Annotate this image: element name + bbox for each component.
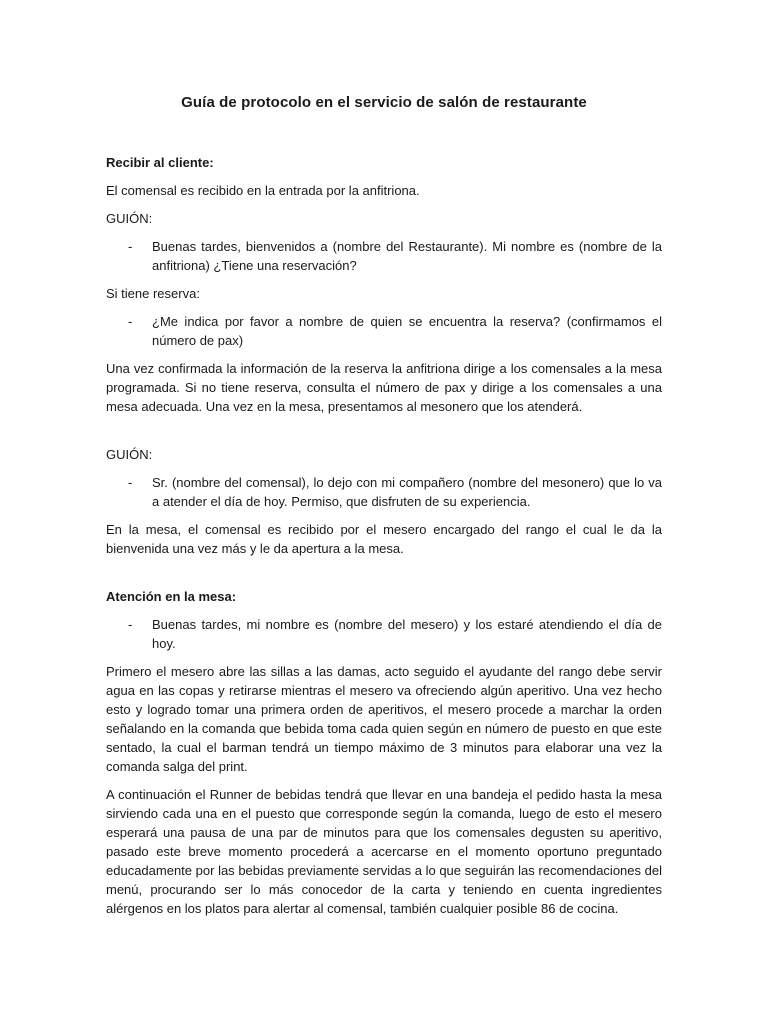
guion-label: GUIÓN: xyxy=(106,211,153,226)
si-tiene-reserva-label: Si tiene reserva: xyxy=(106,286,200,301)
paragraph: A continuación el Runner de bebidas tendrá que llevar en una bandeja el pedido hasta la mesa sirviendo cada una en el puesto que corresponde según la comanda, luego de esto el mesero esperará una pausa de una par de minutos para que los comensales degusten su aperitivo, pasado este breve momento procederá a acercarse en el momento oportuno preguntado educadamente por las bebidas previamente servidas a lo que seguirán las recomendaciones del menú, procurando ser lo más conocedor de la carta y teniendo en cuenta ingredientes alérgenos en los platos para alertar al comensal, también cualquier posible 86 de cocina. xyxy=(106,787,662,916)
guion-label: GUIÓN: xyxy=(106,447,153,462)
section-heading-atencion: Atención en la mesa: xyxy=(106,589,237,604)
bullet-dash: - xyxy=(128,617,133,632)
list-item-text: Buenas tardes, mi nombre es (nombre del mesero) y los estaré atendiendo el día de hoy. xyxy=(152,617,662,651)
list-item xyxy=(106,615,662,653)
paragraph: Primero el mesero abre las sillas a las damas, acto seguido el ayudante del rango debe servir agua en las copas y retirarse mientras el mesero va ofreciendo algún aperitivo. Una vez hecho esto y logrado tomar una primera orden de aperitivos, el mesero procede a marchar la orden señalando en la comanda que bebida toma cada quien según en número de puesto en que este sentado, la cual el barman tendrá un tiempo máximo de 3 minutos para elaborar una vez la comanda salga del print. xyxy=(106,664,662,774)
paragraph: En la mesa, el comensal es recibido por el mesero encargado del rango el cual le da la bienvenida una vez más y le da apertura a la mesa. xyxy=(106,522,662,556)
bullet-dash: - xyxy=(128,314,133,329)
list-item xyxy=(106,473,662,511)
document-title: Guía de protocolo en el servicio de salón de restaurante xyxy=(181,94,587,111)
bullet-dash: - xyxy=(128,475,133,490)
list-item xyxy=(106,312,662,350)
list-item-text: ¿Me indica por favor a nombre de quien se encuentra la reserva? (confirmamos el número de pax) xyxy=(152,314,662,348)
paragraph: Una vez confirmada la información de la reserva la anfitriona dirige a los comensales a la mesa programada. Si no tiene reserva, consulta el número de pax y dirige a los comensales a una mesa adecuada. Una vez en la mesa, presentamos al mesonero que los atenderá. xyxy=(106,361,662,414)
list-item-text: Sr. (nombre del comensal), lo dejo con mi compañero (nombre del mesonero) que lo va a atender el día de hoy. Permiso, que disfruten de su experiencia. xyxy=(152,475,662,509)
intro-paragraph: El comensal es recibido en la entrada por la anfitriona. xyxy=(106,183,420,198)
list-item xyxy=(106,237,662,275)
list-item-text: Buenas tardes, bienvenidos a (nombre del Restaurante). Mi nombre es (nombre de la anfitriona) ¿Tiene una reservación? xyxy=(152,239,662,273)
section-heading-recibir: Recibir al cliente: xyxy=(106,155,214,170)
bullet-dash: - xyxy=(128,239,133,254)
